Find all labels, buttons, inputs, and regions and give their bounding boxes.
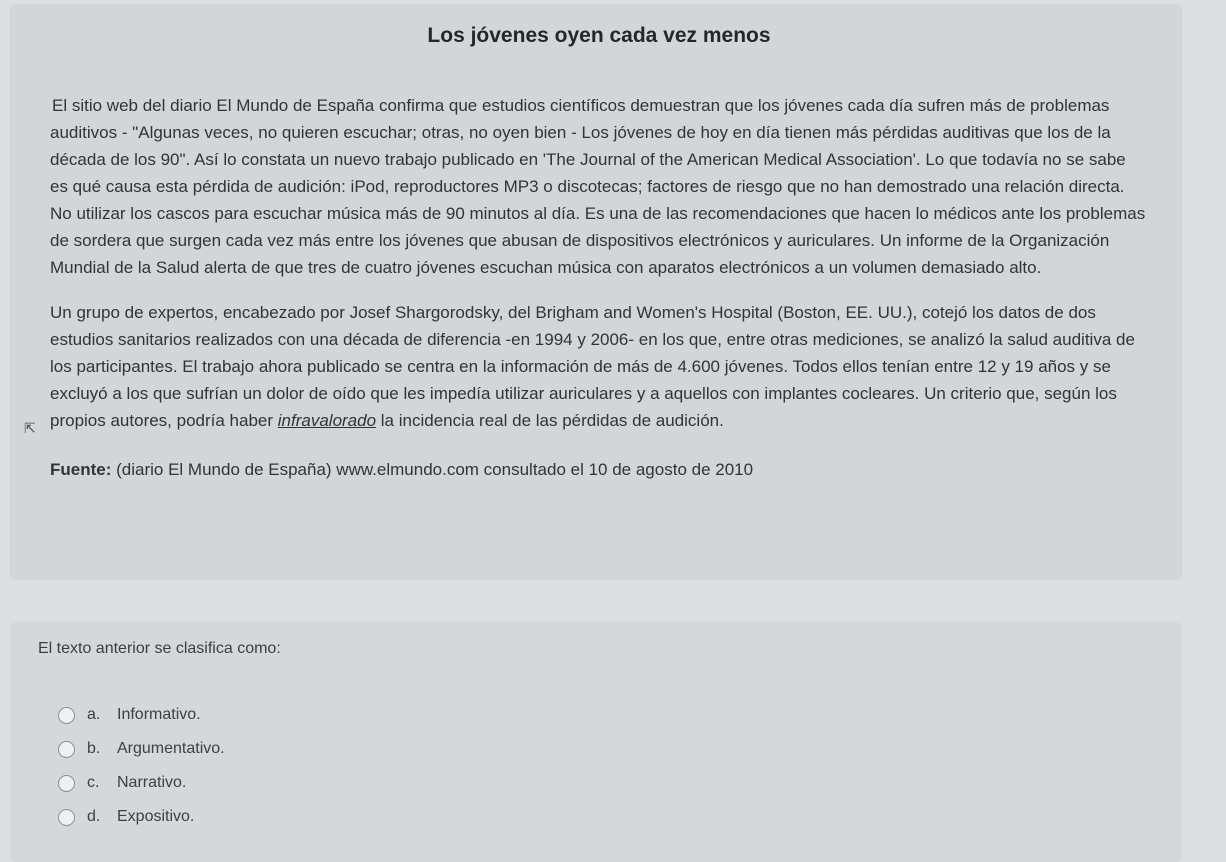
radio-option-a[interactable] bbox=[58, 707, 75, 724]
option-label[interactable]: Argumentativo. bbox=[117, 740, 225, 757]
passage-paragraph-2 bbox=[50, 299, 1148, 434]
radio-option-b[interactable] bbox=[58, 741, 75, 758]
mouse-cursor-icon: ⇱ bbox=[24, 420, 36, 436]
passage-card bbox=[10, 4, 1182, 580]
source-citation bbox=[50, 460, 1148, 480]
option-c[interactable] bbox=[58, 766, 1182, 800]
passage-title: Los jóvenes oyen cada vez menos bbox=[427, 24, 771, 47]
paragraph-2-end: la incidencia real de las pérdidas de audición. bbox=[376, 411, 724, 430]
option-a[interactable] bbox=[58, 698, 1182, 732]
radio-option-d[interactable] bbox=[58, 809, 75, 826]
option-letter: b. bbox=[87, 740, 101, 757]
passage-paragraph-1: El sitio web del diario El Mundo de España confirma que estudios científicos demuestran que los jóvenes cada día sufren más de problemas auditivos - "Algunas veces, no quieren escuchar; otras, no oyen bien - Los jóvenes de hoy en día tienen más pérdidas auditivas que los de la década de los 90". Así lo constata un nuevo trabajo publicado en 'The Journal of the American Medical Association'. Lo que todavía no se sabe es qué causa esta pérdida de audición: iPod, reproductores MP3 o discotecas; factores de riesgo que no han demostrado una relación directa. No utilizar los cascos para escuchar música más de 90 minutos al día. Es una de las recomendaciones que hacen lo médicos ante los problemas de sordera que surgen cada vez más entre los jóvenes que abusan de dispositivos electrónicos y auriculares. Un informe de la Organización Mundial de la Salud alerta de que tres de cuatro jóvenes escuchan música con aparatos electrónicos a un volumen demasiado alto. bbox=[50, 96, 1146, 277]
option-label[interactable]: Expositivo. bbox=[117, 808, 195, 825]
paragraph-2-text: Un grupo de expertos, encabezado por Josef Shargorodsky, del Brigham and Women's Hospital (Boston, EE. UU.), cotejó los datos de dos estudios sanitarios realizados con una década de diferencia -en 1994 y 2006- en los que, entre otras mediciones, se analizó la salud auditiva de los participantes. El trabajo ahora publicado se centra en la información de más de 4.600 jóvenes. Todos ellos tenían entre 12 y 19 años y se excluyó a los que sufrían un dolor de oído que les impedía utilizar auriculares y a aquellos con implantes cocleares. Un criterio que, según los propios autores, podría haber bbox=[50, 303, 1135, 430]
source-text: (diario El Mundo de España) www.elmundo.com consultado el 10 de agosto de 2010 bbox=[111, 460, 754, 479]
option-label[interactable]: Informativo. bbox=[117, 706, 201, 723]
question-card bbox=[10, 622, 1182, 862]
answer-options bbox=[38, 698, 1182, 834]
source-label: Fuente: bbox=[50, 460, 112, 479]
option-letter: a. bbox=[87, 706, 101, 723]
option-b[interactable] bbox=[58, 732, 1182, 766]
option-d[interactable] bbox=[58, 800, 1182, 834]
radio-option-c[interactable] bbox=[58, 775, 75, 792]
underlined-word: infravalorado bbox=[277, 411, 377, 430]
question-prompt: El texto anterior se clasifica como: bbox=[38, 640, 281, 657]
option-letter: c. bbox=[87, 774, 100, 791]
option-letter: d. bbox=[87, 808, 101, 825]
option-label[interactable]: Narrativo. bbox=[117, 774, 187, 791]
